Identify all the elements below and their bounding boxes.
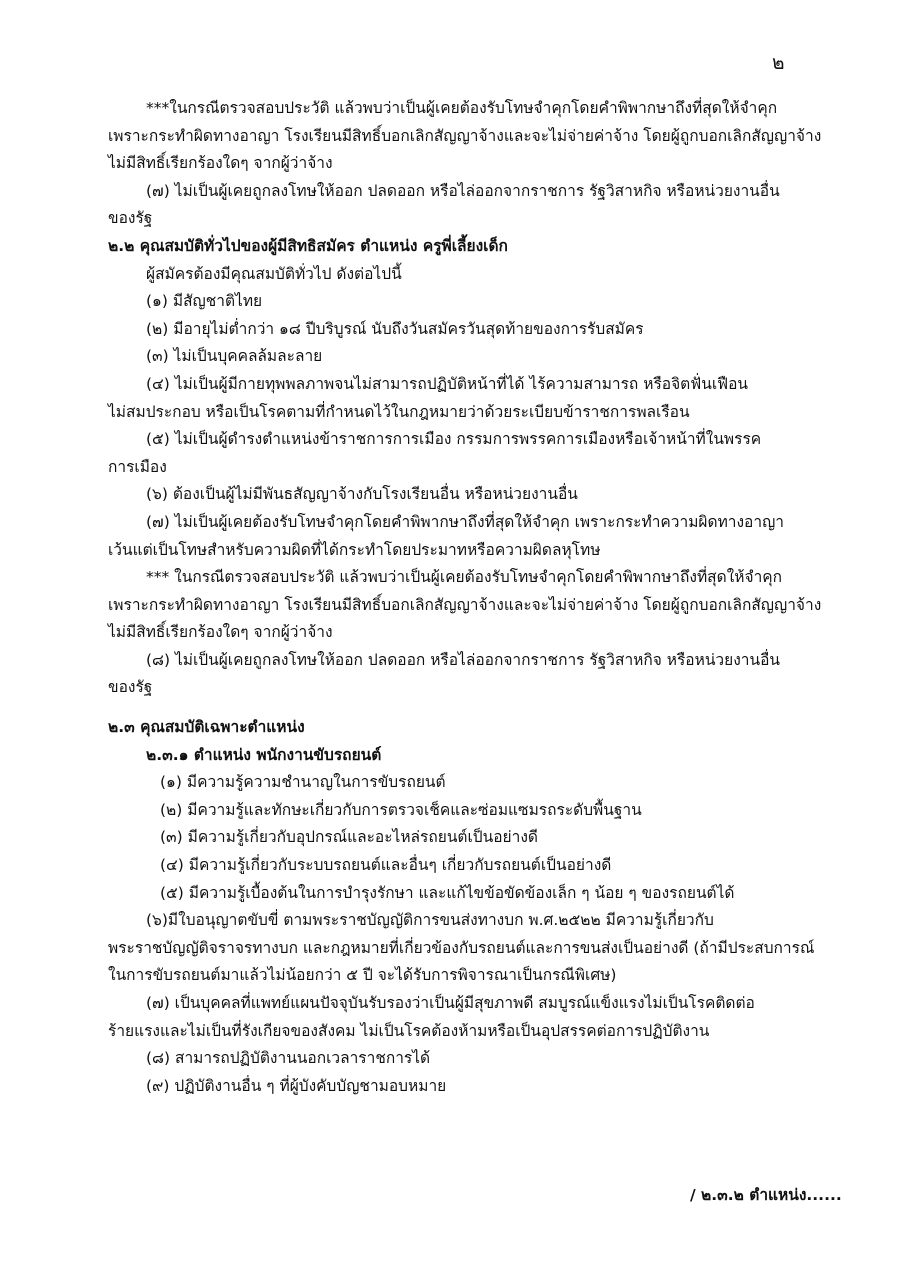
section-heading: ๒.๒ คุณสมบัติทั่วไปของผู้มีสิทธิสมัคร ตำแหน่ง ครูพี่เลี้ยงเด็ก [108, 236, 508, 255]
list-item: (๔) ไม่เป็นผู้มีกายทุพพลภาพจนไม่สามารถปฏิบัติหน้าที่ได้ ไร้ความสามารถ หรือจิตฟั่นเฟือน [146, 374, 748, 393]
paragraph-line: ไม่มีสิทธิ์เรียกร้องใดๆ จากผู้ว่าจ้าง [108, 154, 333, 173]
list-item: (๓) มีความรู้เกี่ยวกับอุปกรณ์และอะไหล่รถยนต์เป็นอย่างดี [160, 828, 538, 847]
list-item: (๗) เป็นบุคคลที่แพทย์แผนปัจจุบันรับรองว่าเป็นผู้มีสุขภาพดี สมบูรณ์แข็งแรงไม่เป็นโรคติดต่อ [146, 994, 755, 1012]
list-item: (๖)มีใบอนุญาตขับขี่ ตามพระราชบัญญัติการขนส่งทางบก พ.ศ.๒๕๒๒ มีความรู้เกี่ยวกับ [146, 911, 714, 930]
list-item: (๒) มีความรู้และทักษะเกี่ยวกับการตรวจเช็คและซ่อมแซมรถระดับพื้นฐาน [160, 800, 642, 819]
list-item: (๒) มีอายุไม่ต่ำกว่า ๑๘ ปีบริบูรณ์ นับถึงวันสมัครวันสุดท้ายของการรับสมัคร [146, 319, 644, 338]
paragraph-line: ไม่มีสิทธิ์เรียกร้องใดๆ จากผู้ว่าจ้าง [108, 623, 333, 642]
paragraph-line: การเมือง [108, 457, 167, 476]
list-item: (๕) มีความรู้เบื้องต้นในการบำรุงรักษา และแก้ไขข้อขัดข้องเล็ก ๆ น้อย ๆ ของรถยนต์ได้ [160, 883, 735, 902]
paragraph-line: ของรัฐ [108, 209, 153, 228]
list-item: (๑) มีความรู้ความชำนาญในการขับรถยนต์ [160, 773, 446, 792]
list-item: (๑) มีสัญชาติไทย [146, 292, 263, 311]
paragraph-line: เพราะกระทำผิดทางอาญา โรงเรียนมีสิทธิ์บอกเลิกสัญญาจ้างและจะไม่จ่ายค่าจ้าง โดยผู้ถูกบอกเลิกสัญญาจ้าง [108, 126, 822, 145]
list-item: (๗) ไม่เป็นผู้เคยต้องรับโทษจำคุกโดยคำพิพากษาถึงที่สุดให้จำคุก เพราะกระทำความผิดทางอาญา [146, 512, 784, 531]
paragraph-line: *** ในกรณีตรวจสอบประวัติ แล้วพบว่าเป็นผู้เคยต้องรับโทษจำคุกโดยคำพิพากษาถึงที่สุดให้จำคุก [146, 568, 783, 587]
paragraph-line: ผู้สมัครต้องมีคุณสมบัติทั่วไป ดังต่อไปนี้ [146, 264, 402, 283]
list-item: (๘) สามารถปฏิบัติงานนอกเวลาราชการได้ [146, 1049, 431, 1068]
paragraph-line: ในการขับรถยนต์มาแล้วไม่น้อยกว่า ๕ ปี จะได้รับการพิจารณาเป็นกรณีพิเศษ) [108, 966, 617, 985]
list-item: (๓) ไม่เป็นบุคคลล้มละลาย [146, 347, 323, 366]
paragraph-line: ของรัฐ [108, 678, 153, 697]
list-item: (๗) ไม่เป็นผู้เคยถูกลงโทษให้ออก ปลดออก หรือไล่ออกจากราชการ รัฐวิสาหกิจ หรือหน่วยงานอื่น [146, 181, 780, 200]
paragraph-line: ไม่สมประกอบ หรือเป็นโรคตามที่กำหนดไว้ในกฎหมายว่าด้วยระเบียบข้าราชการพลเรือน [108, 402, 690, 421]
document-body [108, 95, 823, 1100]
paragraph-line: เว้นแต่เป็นโทษสำหรับความผิดที่ได้กระทำโดยประมาทหรือความผิดลหุโทษ [108, 540, 601, 559]
spacer [108, 702, 823, 714]
list-item: (๙) ปฏิบัติงานอื่น ๆ ที่ผู้บังคับบัญชามอบหมาย [146, 1076, 447, 1095]
list-item: (๕) ไม่เป็นผู้ดำรงตำแหน่งข้าราชการการเมือง กรรมการพรรคการเมืองหรือเจ้าหน้าที่ในพรรค [146, 430, 762, 449]
list-item: (๘) ไม่เป็นผู้เคยถูกลงโทษให้ออก ปลดออก หรือไล่ออกจากราชการ รัฐวิสาหกิจ หรือหน่วยงานอื่น [146, 650, 780, 669]
paragraph-line: ร้ายแรงและไม่เป็นที่รังเกียจของสังคม ไม่เป็นโรคต้องห้ามหรือเป็นอุปสรรคต่อการปฏิบัติงาน [108, 1021, 710, 1040]
continuation-note: / ๒.๓.๒ ตำแหน่ง...... [690, 1186, 842, 1204]
paragraph-line: เพราะกระทำผิดทางอาญา โรงเรียนมีสิทธิ์บอกเลิกสัญญาจ้างและจะไม่จ่ายค่าจ้าง โดยผู้ถูกบอกเลิกสัญญาจ้าง [108, 595, 822, 614]
subsection-heading: ๒.๓.๑ ตำแหน่ง พนักงานขับรถยนต์ [146, 745, 382, 764]
page-number: ๒ [772, 52, 785, 74]
list-item: (๔) มีความรู้เกี่ยวกับระบบรถยนต์และอื่นๆ เกี่ยวกับรถยนต์เป็นอย่างดี [160, 856, 612, 875]
section-heading: ๒.๓ คุณสมบัติเฉพาะตำแหน่ง [108, 718, 305, 737]
list-item: (๖) ต้องเป็นผู้ไม่มีพันธสัญญาจ้างกับโรงเรียนอื่น หรือหน่วยงานอื่น [146, 485, 578, 504]
paragraph-line: พระราชบัญญัติจราจรทางบก และกฎหมายที่เกี่ยวข้องกับรถยนต์และการขนส่งเป็นอย่างดี (ถ้ามีประสบการณ์ [108, 938, 815, 957]
paragraph-line: ***ในกรณีตรวจสอบประวัติ แล้วพบว่าเป็นผู้เคยต้องรับโทษจำคุกโดยคำพิพากษาถึงที่สุดให้จำคุก [146, 99, 778, 117]
